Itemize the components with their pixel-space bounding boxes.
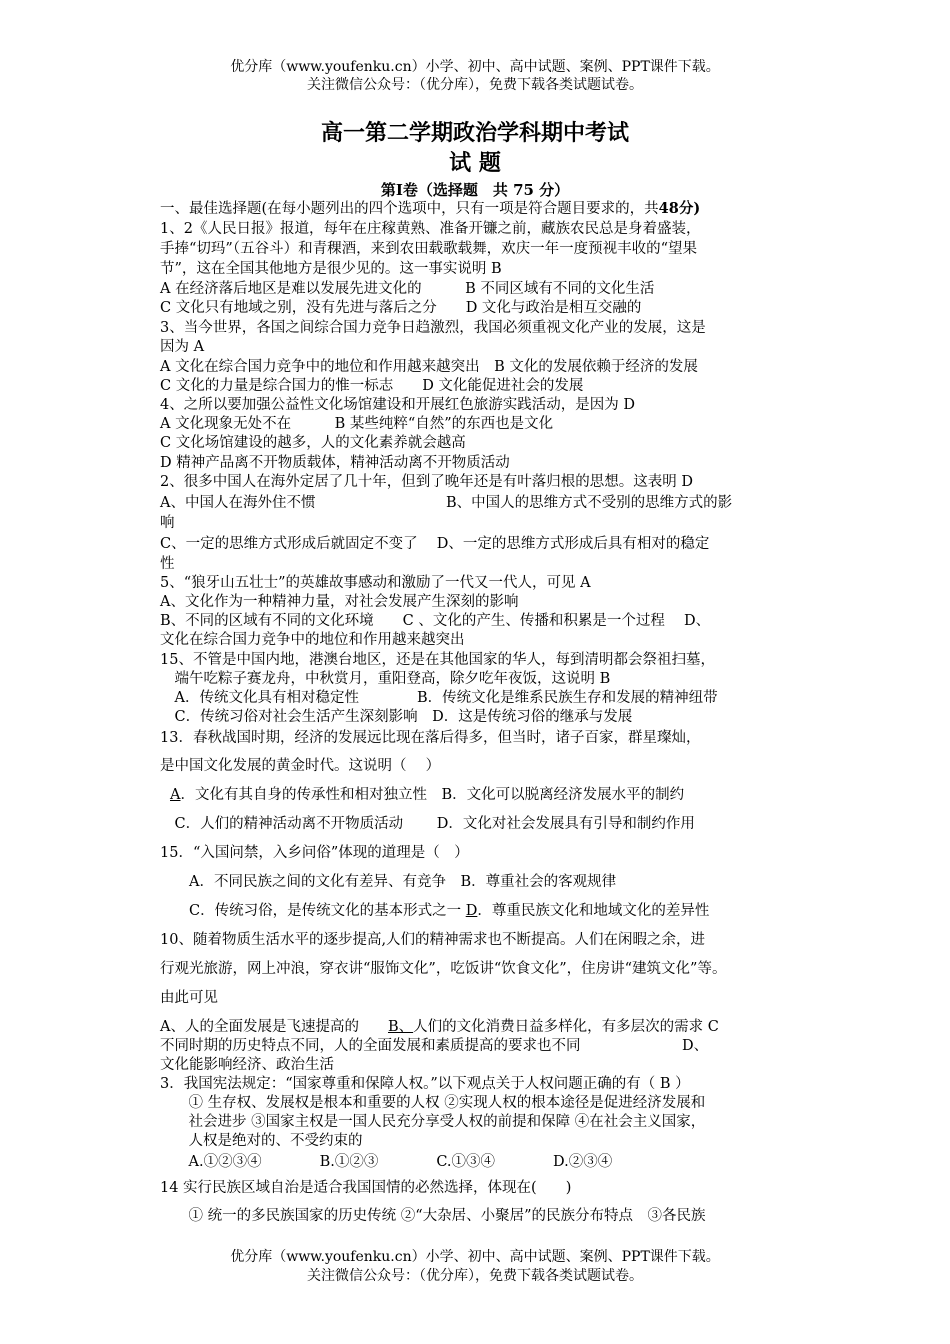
text-line: 响 bbox=[160, 515, 175, 531]
text-segment: ．文化有其自身的传承性和相对独立性 B．文化可以脱离经济发展水平的制约 bbox=[180, 787, 685, 803]
text-line: 4、之所以要加强公益性文化场馆建设和开展红色旅游实践活动，是因为 D bbox=[160, 397, 635, 413]
text-line: D 精神产品离不开物质载体，精神活动离不开物质活动 bbox=[160, 455, 510, 471]
text-line: 15、不管是中国内地，港澳台地区，还是在其他国家的华人，每到清明都会祭祖扫墓， bbox=[160, 652, 715, 668]
text-line: 文化在综合国力竞争中的地位和作用越来越突出 bbox=[160, 632, 465, 648]
footer-line-1: 优分库（www.youfenku.cn）小学、初中、高中试题、案例、PPT课件下载。 bbox=[230, 1249, 720, 1265]
text-line: A、中国人在海外住不惯 B、中国人的思维方式不受别的思维方式的影 bbox=[160, 495, 733, 511]
text-line: A.①②③④ B.①②③ C.①③④ D.②③④ bbox=[174, 1154, 613, 1170]
answer-mark: D bbox=[465, 903, 478, 919]
footer-line-2: 关注微信公众号：（优分库），免费下载各类试题试卷。 bbox=[307, 1268, 643, 1284]
text-line: 节”，这在全国其他地方是很少见的。这一事实说明 B bbox=[160, 261, 502, 277]
instructions bbox=[160, 200, 700, 218]
text-line: 2、很多中国人在海外定居了几十年，但到了晚年还是有叶落归根的思想。这表明 D bbox=[160, 474, 693, 490]
text-line: A．传统文化具有相对稳定性 B．传统文化是维系民族生存和发展的精神纽带 bbox=[160, 690, 718, 706]
text-line: A．不同民族之间的文化有差异、有竞争 B．尊重社会的客观规律 bbox=[160, 874, 617, 890]
text-line: 社会进步 ③国家主权是一国人民充分享受人权的前提和保障 ④在社会主义国家， bbox=[174, 1114, 706, 1130]
text-line: 5、“狼牙山五壮士”的英雄故事感动和激励了一代又一代人，可见 A bbox=[160, 575, 591, 591]
text-line: C．传统习俗对社会生活产生深刻影响 D．这是传统习俗的继承与发展 bbox=[160, 709, 633, 725]
text-line: 是中国文化发展的黄金时代。这说明（ ） bbox=[160, 758, 441, 774]
text-line: 性 bbox=[160, 556, 175, 572]
text-line bbox=[170, 786, 684, 804]
text-line: C 文化场馆建设的越多，人的文化素养就会越高 bbox=[160, 435, 466, 451]
text-line: 文化能影响经济、政治生活 bbox=[160, 1057, 334, 1073]
text-line: 人权是绝对的、不受约束的 bbox=[174, 1133, 363, 1149]
text-line: 3、当今世界，各国之间综合国力竞争日趋激烈，我国必须重视文化产业的发展，这是 bbox=[160, 320, 706, 336]
text-line: 14 实行民族区域自治是适合我国国情的必然选择，体现在( ) bbox=[160, 1180, 572, 1196]
text-line: 3．我国宪法规定：“国家尊重和保障人权。”以下观点关于人权问题正确的有（ B ） bbox=[160, 1076, 690, 1092]
text-line: C 文化只有地域之别，没有先进与落后之分 D 文化与政治是相互交融的 bbox=[160, 300, 642, 316]
instructions-score: 48 bbox=[658, 200, 679, 217]
text-line: 15．“入国问禁，入乡问俗”体现的道理是（ ） bbox=[160, 845, 469, 861]
text-line: 行观光旅游，网上冲浪，穿衣讲“服饰文化”，吃饭讲“饮食文化”，住房讲“建筑文化”等。 bbox=[160, 961, 727, 977]
text-line: 13．春秋战国时期，经济的发展远比现在落后得多，但当时，诸子百家，群星璨灿， bbox=[160, 730, 701, 746]
text-line: B、不同的区域有不同的文化环境 C 、文化的产生、传播和积累是一个过程 D、 bbox=[160, 613, 711, 629]
text-line: 因为 A bbox=[160, 339, 205, 355]
header-line-2: 关注微信公众号：（优分库），免费下载各类试题试卷。 bbox=[307, 77, 643, 93]
exam-title: 高一第二学期政治学科期中考试 bbox=[320, 120, 629, 146]
instructions-text: 一、最佳选择题(在每小题列出的四个选项中，只有一项是符合题目要求的，共 bbox=[160, 201, 659, 217]
text-line bbox=[160, 902, 709, 920]
text-segment: A、人的全面发展是飞速提高的 bbox=[160, 1019, 388, 1035]
text-line: 手捧“切玛”（五谷斗）和青稞酒，来到农田载歌载舞，欢庆一年一度预视丰收的“望果 bbox=[160, 241, 697, 257]
instructions-unit: 分) bbox=[678, 200, 701, 217]
text-line: 10、随着物质生活水平的逐步提高,人们的精神需求也不断提高。人们在闲暇之余，进 bbox=[160, 932, 706, 948]
text-segment: C．传统习俗，是传统文化的基本形式之一 bbox=[160, 903, 462, 919]
text-line: A、文化作为一种精神力量，对社会发展产生深刻的影响 bbox=[160, 594, 519, 610]
section-heading: 第Ⅰ卷（选择题 共 75 分） bbox=[380, 181, 570, 199]
text-segment: ．尊重民族文化和地域文化的差异性 bbox=[477, 903, 710, 919]
text-line: A 文化在综合国力竞争中的地位和作用越来越突出 B 文化的发展依赖于经济的发展 bbox=[160, 359, 698, 375]
text-line: ① 生存权、发展权是根本和重要的人权 ②实现人权的根本途径是促进经济发展和 bbox=[174, 1095, 706, 1111]
text-line: A 在经济落后地区是难以发展先进文化的 B 不同区域有不同的文化生活 bbox=[160, 281, 655, 297]
text-line: C、一定的思维方式形成后就固定不变了 D、一定的思维方式形成后具有相对的稳定 bbox=[160, 536, 710, 552]
answer-mark: A bbox=[170, 787, 181, 803]
answer-mark: B、 bbox=[387, 1019, 414, 1035]
exam-subtitle: 试 题 bbox=[449, 150, 501, 176]
text-line: 端午吃粽子赛龙舟，中秋赏月，重阳登高，除夕吃年夜饭，这说明 B bbox=[160, 671, 611, 687]
text-line: 1、2《人民日报》报道，每年在庄稼黄熟、准备开镰之前，藏族农民总是身着盛装， bbox=[160, 221, 701, 237]
text-line bbox=[160, 1018, 719, 1036]
text-line: 由此可见 bbox=[160, 990, 218, 1006]
text-line: ① 统一的多民族国家的历史传统 ②“大杂居、小聚居”的民族分布特点 ③各民族 bbox=[174, 1208, 706, 1224]
header-line-1: 优分库（www.youfenku.cn）小学、初中、高中试题、案例、PPT课件下载。 bbox=[230, 59, 720, 75]
text-line: C 文化的力量是综合国力的惟一标志 D 文化能促进社会的发展 bbox=[160, 378, 584, 394]
text-line: 不同时期的历史特点不同，人的全面发展和素质提高的要求也不同 D、 bbox=[160, 1038, 709, 1054]
text-line: C．人们的精神活动离不开物质活动 D．文化对社会发展具有引导和制约作用 bbox=[160, 816, 695, 832]
text-segment: 人们的文化消费日益多样化，有多层次的需求 C bbox=[413, 1019, 719, 1035]
text-line: A 文化现象无处不在 B 某些纯粹“自然”的东西也是文化 bbox=[160, 416, 554, 432]
